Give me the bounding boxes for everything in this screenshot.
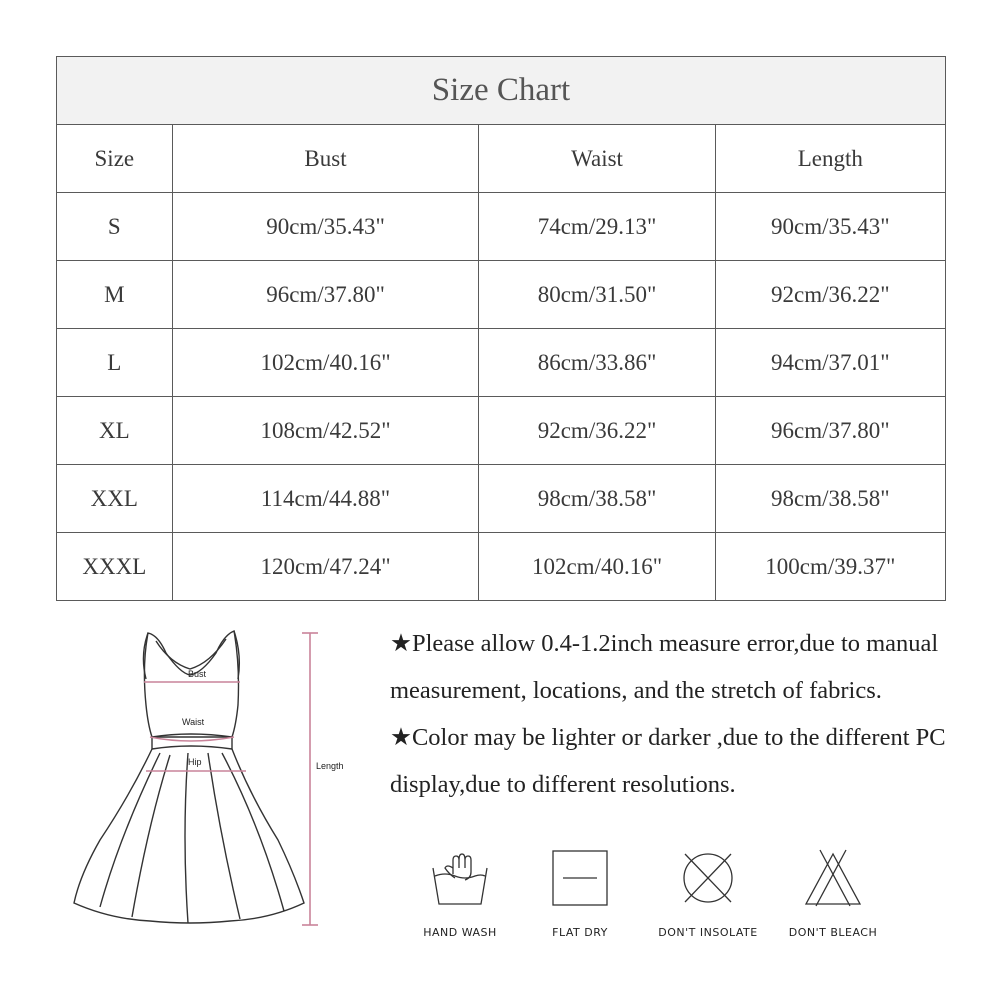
table-title: Size Chart bbox=[57, 57, 946, 125]
measurement-notes bbox=[390, 620, 950, 808]
table-row bbox=[57, 533, 946, 601]
care-label: HAND WASH bbox=[423, 926, 497, 939]
note-color-variance: ★Color may be lighter or darker ,due to the different PC display,due to different resolutions. bbox=[390, 724, 946, 798]
care-label: FLAT DRY bbox=[552, 926, 608, 939]
size-cell: XXXL bbox=[57, 533, 173, 601]
flat-dry-icon bbox=[545, 848, 615, 908]
care-item-dont-insolate bbox=[653, 848, 763, 939]
length-cell: 90cm/35.43" bbox=[715, 193, 945, 261]
waist-cell: 102cm/40.16" bbox=[479, 533, 715, 601]
bust-cell: 108cm/42.52" bbox=[172, 397, 479, 465]
dont-bleach-icon bbox=[798, 848, 868, 908]
care-label: DON'T INSOLATE bbox=[658, 926, 758, 939]
waist-cell: 86cm/33.86" bbox=[479, 329, 715, 397]
size-cell: XXL bbox=[57, 465, 173, 533]
length-cell: 92cm/36.22" bbox=[715, 261, 945, 329]
length-cell: 98cm/38.58" bbox=[715, 465, 945, 533]
size-cell: S bbox=[57, 193, 173, 261]
hip-label: Hip bbox=[188, 757, 202, 767]
care-item-hand-wash bbox=[405, 848, 515, 939]
hand-wash-icon bbox=[425, 848, 495, 908]
header-size: Size bbox=[57, 125, 173, 193]
header-waist: Waist bbox=[479, 125, 715, 193]
length-cell: 94cm/37.01" bbox=[715, 329, 945, 397]
care-item-dont-bleach bbox=[778, 848, 888, 939]
length-cell: 96cm/37.80" bbox=[715, 397, 945, 465]
waist-label: Waist bbox=[182, 717, 205, 727]
dress-fold bbox=[100, 753, 160, 907]
header-bust: Bust bbox=[172, 125, 479, 193]
size-cell: L bbox=[57, 329, 173, 397]
waist-cell: 98cm/38.58" bbox=[479, 465, 715, 533]
dress-skirt-outline bbox=[74, 749, 304, 923]
bust-cell: 120cm/47.24" bbox=[172, 533, 479, 601]
size-cell: XL bbox=[57, 397, 173, 465]
waist-cell: 74cm/29.13" bbox=[479, 193, 715, 261]
waist-cell: 80cm/31.50" bbox=[479, 261, 715, 329]
bust-cell: 114cm/44.88" bbox=[172, 465, 479, 533]
dress-fold bbox=[132, 755, 170, 917]
dress-measurement-diagram bbox=[70, 625, 360, 935]
bust-cell: 96cm/37.80" bbox=[172, 261, 479, 329]
length-label: Length bbox=[316, 761, 344, 771]
waist-cell: 92cm/36.22" bbox=[479, 397, 715, 465]
size-chart-table bbox=[56, 56, 946, 601]
size-cell: M bbox=[57, 261, 173, 329]
table-header-row bbox=[57, 125, 946, 193]
table-row bbox=[57, 261, 946, 329]
length-cell: 100cm/39.37" bbox=[715, 533, 945, 601]
dress-fold bbox=[185, 753, 188, 923]
table-row bbox=[57, 193, 946, 261]
dont-insolate-icon bbox=[673, 848, 743, 908]
bust-label: Bust bbox=[188, 669, 207, 679]
table-row bbox=[57, 465, 946, 533]
header-length: Length bbox=[715, 125, 945, 193]
dress-fold bbox=[222, 753, 284, 911]
care-item-flat-dry bbox=[525, 848, 635, 939]
bust-cell: 90cm/35.43" bbox=[172, 193, 479, 261]
table-row bbox=[57, 397, 946, 465]
note-measure-error: ★Please allow 0.4-1.2inch measure error,due to manual measurement, locations, and the stretch of fabrics. bbox=[390, 630, 939, 704]
table-title-row bbox=[57, 57, 946, 125]
care-label: DON'T BLEACH bbox=[788, 926, 878, 939]
bust-cell: 102cm/40.16" bbox=[172, 329, 479, 397]
table-row bbox=[57, 329, 946, 397]
care-instructions bbox=[405, 848, 925, 958]
